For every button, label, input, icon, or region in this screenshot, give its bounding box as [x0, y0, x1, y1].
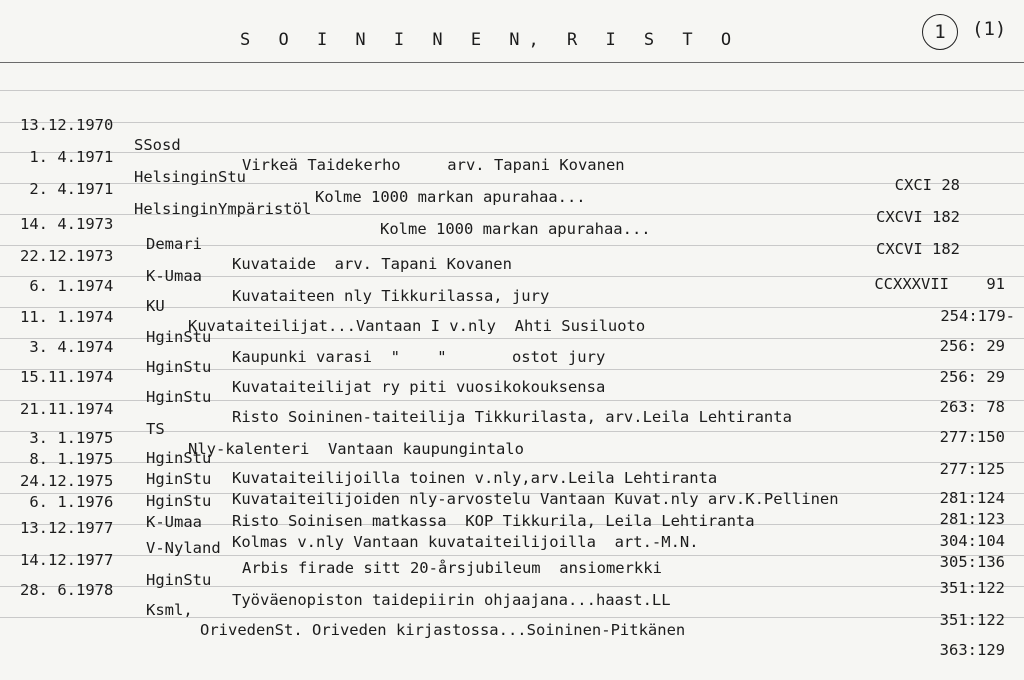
entry-text: Kuvataiteilijat...Vantaan I v.nly Ahti Susiluoto	[188, 317, 646, 335]
entry-source: HginStu	[146, 388, 212, 406]
entry-text: Risto Soinisen matkassa KOP Tikkurila, Leila Lehtiranta	[232, 512, 755, 530]
entry-ref: 263: 78	[939, 398, 1005, 416]
entry-source: SSosd	[134, 136, 181, 154]
entry-source: V-Nyland	[146, 539, 221, 557]
row-rule	[0, 122, 1024, 123]
entry-ref: 351:122	[939, 579, 1005, 597]
entry-ref: 351:122	[939, 611, 1005, 629]
entry-source: HginStu	[146, 358, 212, 376]
entry-ref: CCXXXVII 91	[874, 275, 1005, 293]
entry-date: 28. 6.1978	[20, 581, 114, 599]
entry-ref: 256: 29	[939, 368, 1005, 386]
entry-date: 15.11.1974	[20, 368, 114, 386]
entry-date: 6. 1.1974	[20, 277, 114, 295]
entry-ref: 277:150	[939, 428, 1005, 446]
entry-source: Demari	[146, 235, 202, 253]
entry-ref: CXCI 28	[894, 176, 960, 194]
entry-text: Nly-kalenteri Vantaan kaupungintalo	[188, 440, 524, 458]
entry-source: HginStu	[146, 328, 212, 346]
entry-source: HelsinginYmpäristöl	[134, 200, 312, 218]
entry-date: 22.12.1973	[20, 247, 114, 265]
entry-text: Kuvataiteilijoilla toinen v.nly,arv.Leila Lehtiranta	[232, 469, 718, 487]
entry-source: TS	[146, 420, 165, 438]
entry-date: 3. 4.1974	[20, 338, 114, 356]
entry-date: 13.12.1970	[20, 116, 114, 134]
entry-date: 6. 1.1976	[20, 493, 114, 511]
entry-text: Kolme 1000 markan apurahaa...	[315, 188, 586, 206]
entry-date: 14. 4.1973	[20, 215, 114, 233]
entry-ref: 277:125	[939, 460, 1005, 478]
entry-date: 21.11.1974	[20, 400, 114, 418]
entry-date: 8. 1.1975	[20, 450, 114, 468]
entry-text: Kuvataiteilijat ry piti vuosikokouksensa	[232, 378, 606, 396]
entry-ref: CXCVI 182	[876, 208, 960, 226]
entry-ref: 363:129	[939, 641, 1005, 659]
card-title: S O I N I N E N, R I S T O	[240, 30, 741, 50]
entry-text: Risto Soininen-taiteilija Tikkurilasta, arv.Leila Lehtiranta	[232, 408, 792, 426]
entry-text: OrivedenSt. Oriveden kirjastossa...Soininen-Pitkänen	[200, 621, 686, 639]
entry-ref: 305:136	[939, 553, 1005, 571]
card-sub-number: (1)	[972, 18, 1007, 40]
entry-ref: 281:123	[939, 510, 1005, 528]
entry-ref: 304:104	[939, 532, 1005, 550]
entry-date: 3. 1.1975	[20, 429, 114, 447]
entry-date: 11. 1.1974	[20, 308, 114, 326]
entry-date: 24.12.1975	[20, 472, 114, 490]
entry-source: HginStu	[146, 470, 212, 488]
entry-date: 13.12.1977	[20, 519, 114, 537]
entry-text: Kuvataide arv. Tapani Kovanen	[232, 255, 512, 273]
entry-ref: 254:179-	[940, 307, 1015, 325]
entry-ref: 256: 29	[939, 337, 1005, 355]
entry-text: Kaupunki varasi " " ostot jury	[232, 348, 606, 366]
entry-source: HelsinginStu	[134, 168, 246, 186]
entry-date: 2. 4.1971	[20, 180, 114, 198]
entry-text: Kolme 1000 markan apurahaa...	[380, 220, 651, 238]
entry-text: Työväenopiston taidepiirin ohjaajana...haast.LL	[232, 591, 671, 609]
header-rule	[0, 62, 1024, 63]
entry-text: Arbis firade sitt 20-årsjubileum ansiomerkki	[242, 559, 662, 577]
row-rule	[0, 90, 1024, 91]
entry-source: Ksml,	[146, 601, 193, 619]
card-number-circled: 1	[922, 14, 958, 50]
entry-text: Kuvataiteen nly Tikkurilassa, jury	[232, 287, 550, 305]
entry-text: Kuvataiteilijoiden nly-arvostelu Vantaan Kuvat.nly arv.K.Pellinen	[232, 490, 839, 508]
entry-text: Kolmas v.nly Vantaan kuvataiteilijoilla art.-M.N.	[232, 533, 699, 551]
entry-ref: 281:124	[939, 489, 1005, 507]
entry-ref: CXCVI 182	[876, 240, 960, 258]
entry-source: KU	[146, 297, 165, 315]
entry-source: HginStu	[146, 571, 212, 589]
entry-date: 14.12.1977	[20, 551, 114, 569]
entry-date: 1. 4.1971	[20, 148, 114, 166]
entry-source: HginStu	[146, 449, 212, 467]
entry-source: K-Umaa	[146, 267, 202, 285]
entry-source: K-Umaa	[146, 513, 202, 531]
entry-text: Virkeä Taidekerho arv. Tapani Kovanen	[242, 156, 625, 174]
entry-source: HginStu	[146, 492, 212, 510]
